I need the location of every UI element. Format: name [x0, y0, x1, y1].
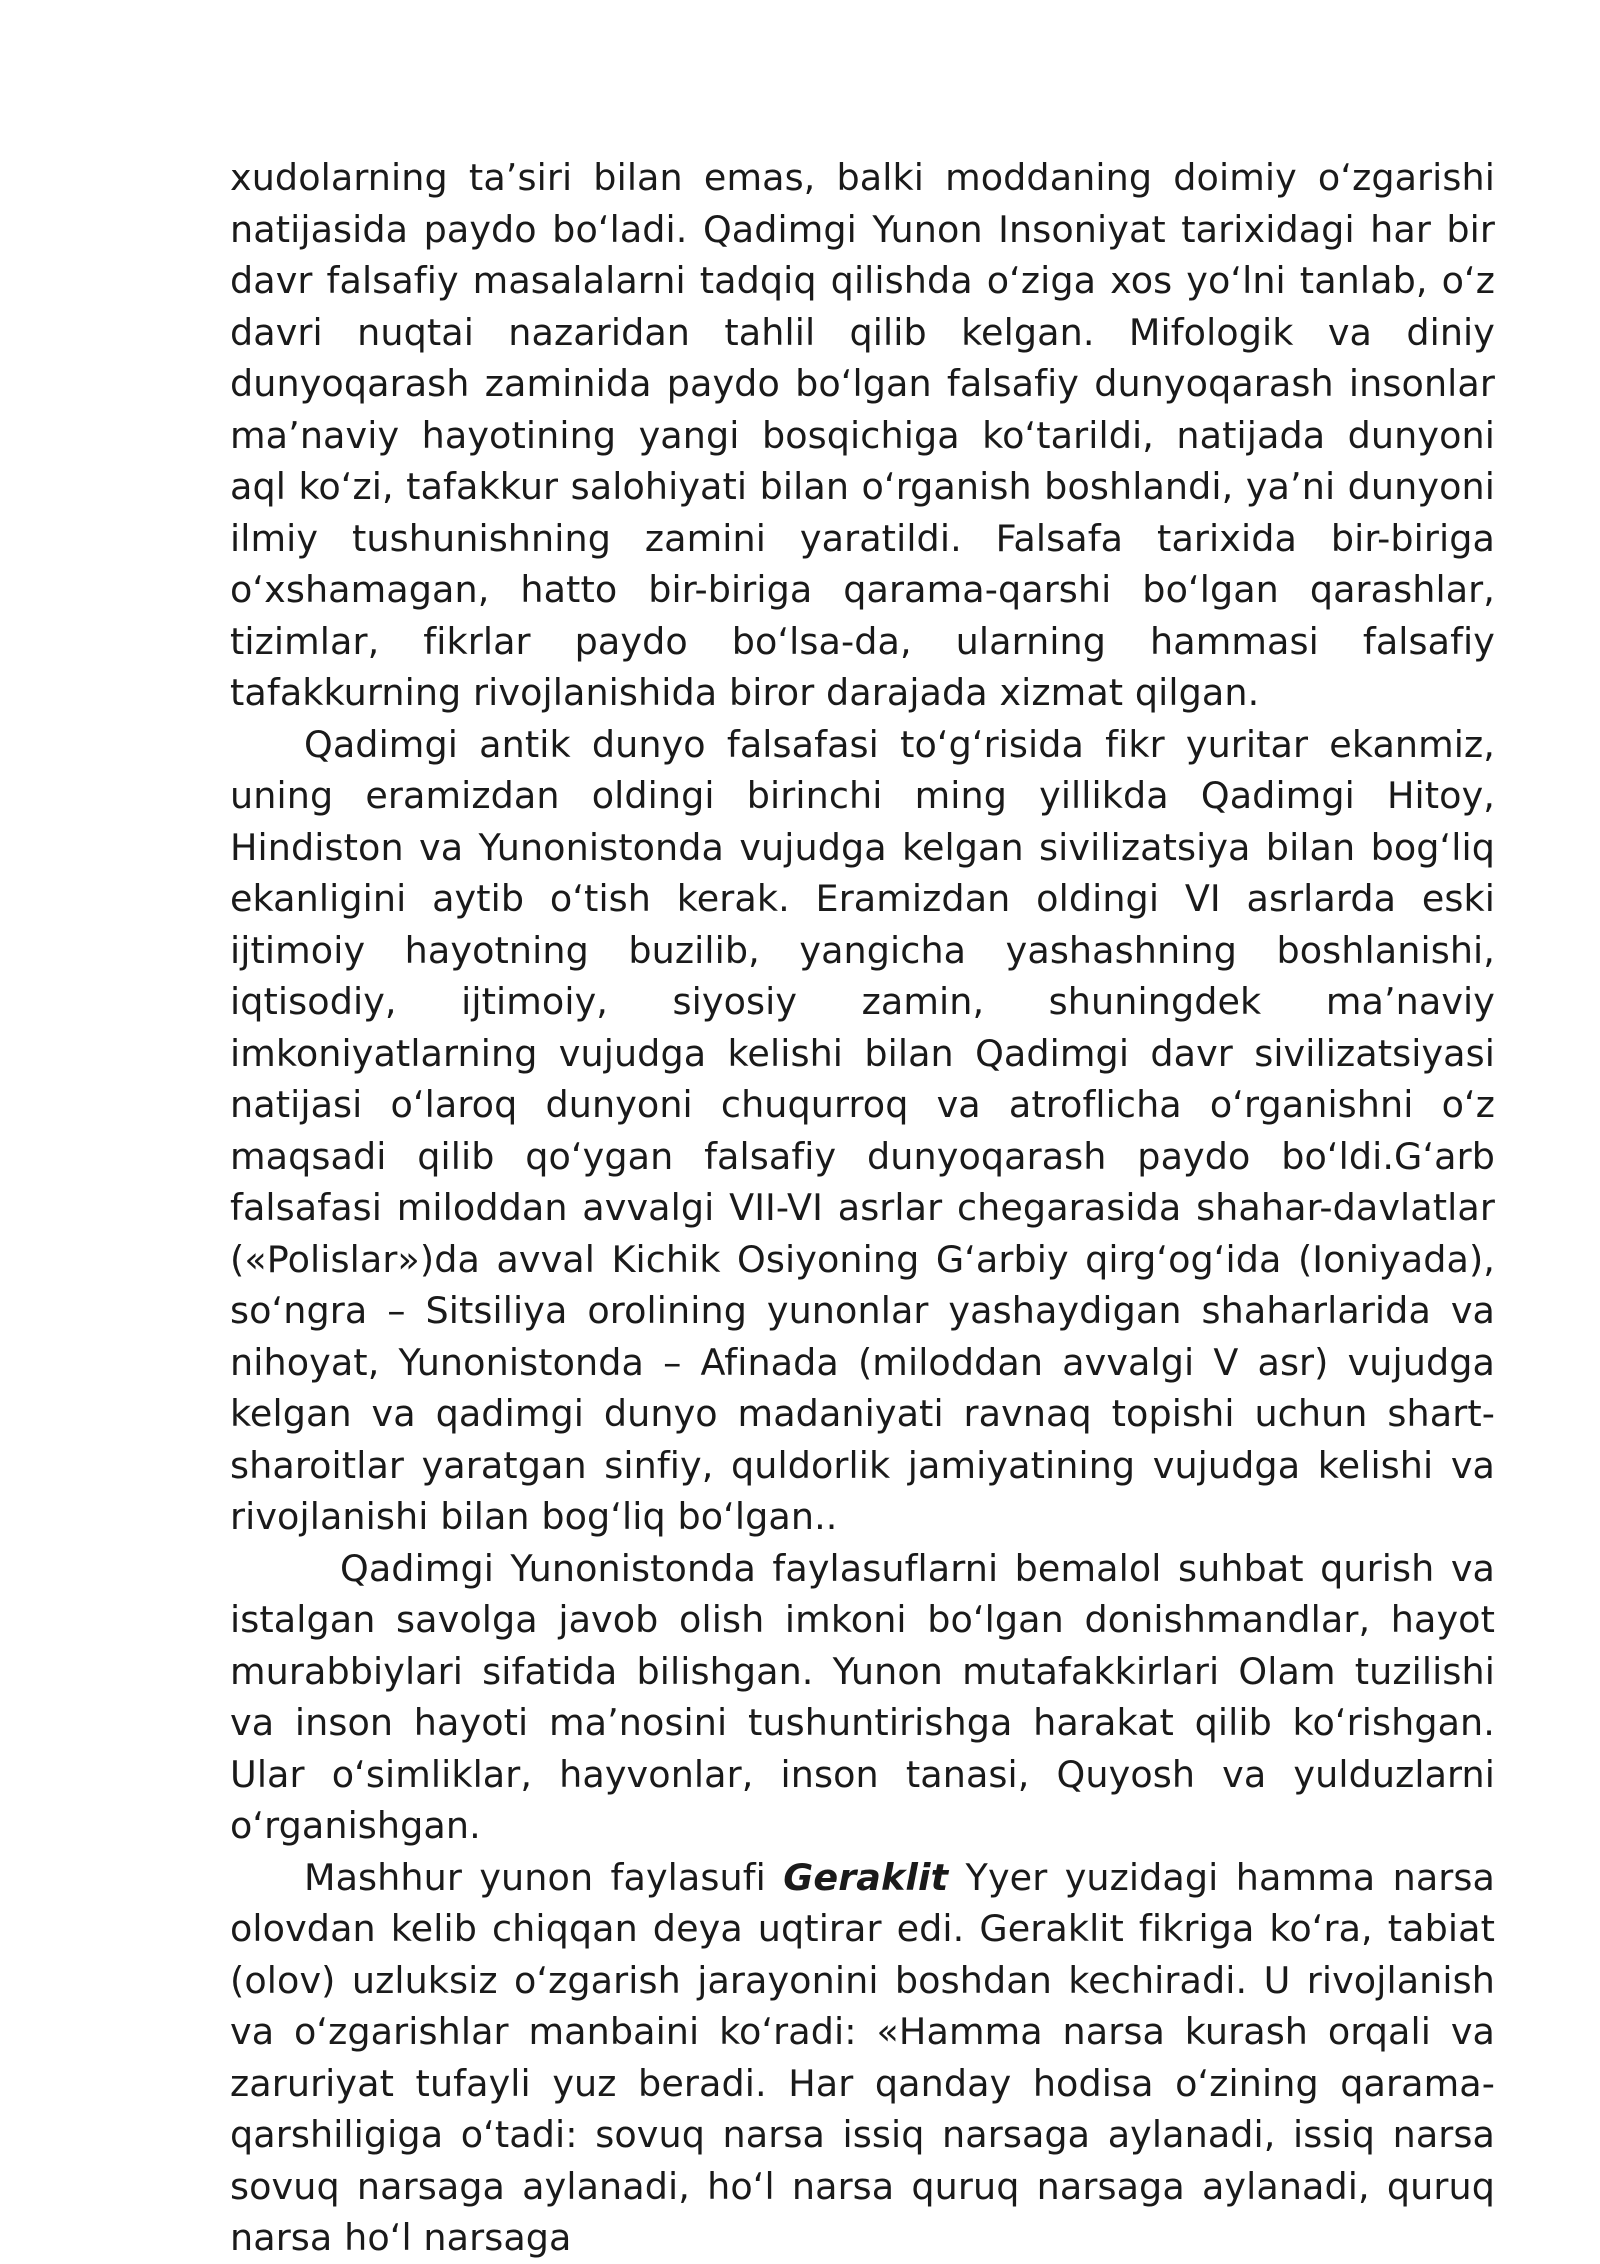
paragraph-4	[230, 1852, 1495, 2264]
paragraph-4-lead: Mashhur yunon faylasufi	[304, 1855, 784, 1899]
paragraph-3: Qadimgi Yunonistonda faylasuflarni bemalol suhbat qurish va istalgan savolga javob olish imkoni bo‘lgan donishmandlar, hayot murabbiylari sifatida bilishgan. Yunon mutafakkirlari Olam tuzilishi va inson hayoti ma’nosini tushuntirishga harakat qilib ko‘rishgan. Ular o‘simliklar, hayvonlar, inson tanasi, Quyosh va yulduzlarni o‘rganishgan.	[230, 1546, 1495, 1847]
emphasized-name: Geraklit	[783, 1855, 949, 1899]
paragraph-4-body: Yyer yuzidagi hamma narsa olovdan kelib chiqqan deya uqtirar edi. Geraklit fikriga ko‘ra, tabiat (olov) uzluksiz o‘zgarish jarayonini boshdan kechiradi. U rivojlanish va o‘zgarishlar manbaini ko‘radi: «Hamma narsa kurash orqali va zaruriyat tufayli yuz beradi. Har qanday hodisa o‘zining qarama-qarshiligiga o‘tadi: sovuq narsa issiq narsaga aylanadi, issiq narsa sovuq narsaga aylanadi, ho‘l narsa quruq narsaga aylanadi, quruq narsa ho‘l narsaga	[230, 1855, 1495, 2259]
paragraph-1: xudolarning ta’siri bilan emas, balki moddaning doimiy o‘zgarishi natijasida paydo bo‘ladi. Qadimgi Yunon Insoniyat tarixidagi har bir davr falsafiy masalalarni tadqiq qilishda o‘ziga xos yo‘lni tanlab, o‘z davri nuqtai nazaridan tahlil qilib kelgan. Mifologik va diniy dunyoqarash zaminida paydo bo‘lgan falsafiy dunyoqarash insonlar ma’naviy hayotining yangi bosqichiga ko‘tarildi, natijada dunyoni aql ko‘zi, tafakkur salohiyati bilan o‘rganish boshlandi, ya’ni dunyoni ilmiy tushunishning zamini yaratildi. Falsafa tarixida bir-biriga o‘xshamagan, hatto bir-biriga qarama-qarshi bo‘lgan qarashlar, tizimlar, fikrlar paydo bo‘lsa-da, ularning hammasi falsafiy tafakkurning rivojlanishida biror darajada xizmat qilgan.	[230, 156, 1495, 714]
paragraph-2: Qadimgi antik dunyo falsafasi to‘g‘risida fikr yuritar ekanmiz, uning eramizdan oldingi birinchi ming yillikda Qadimgi Hitoy, Hindiston va Yunonistonda vujudga kelgan sivilizatsiya bilan bog‘liq ekanligini aytib o‘tish kerak. Eramizdan oldingi VI asrlarda eski ijtimoiy hayotning buzilib, yangicha yashashning boshlanishi, iqtisodiy, ijtimoiy, siyosiy zamin, shuningdek ma’naviy imkoniyatlarning vujudga kelishi bilan Qadimgi davr sivilizatsiyasi natijasi o‘laroq dunyoni chuqurroq va atroflicha o‘rganishni o‘z maqsadi qilib qo‘ygan falsafiy dunyoqarash paydo bo‘ldi.G‘arb falsafasi miloddan avvalgi VII-VI asrlar chegarasida shahar-davlatlar («Polislar»)da avval Kichik Osiyoning G‘arbiy qirg‘og‘ida (Ioniyada), so‘ngra – Sitsiliya orolining yunonlar yashaydigan shaharlarida va nihoyat, Yunonistonda – Afinada (miloddan avvalgi V asr) vujudga kelgan va qadimgi dunyo madaniyati ravnaq topishi uchun shart-sharoitlar yaratgan sinfiy, quldorlik jamiyatining vujudga kelishi va rivojlanishi bilan bog‘liq bo‘lgan..	[230, 722, 1495, 1538]
document-page	[230, 152, 1495, 2264]
